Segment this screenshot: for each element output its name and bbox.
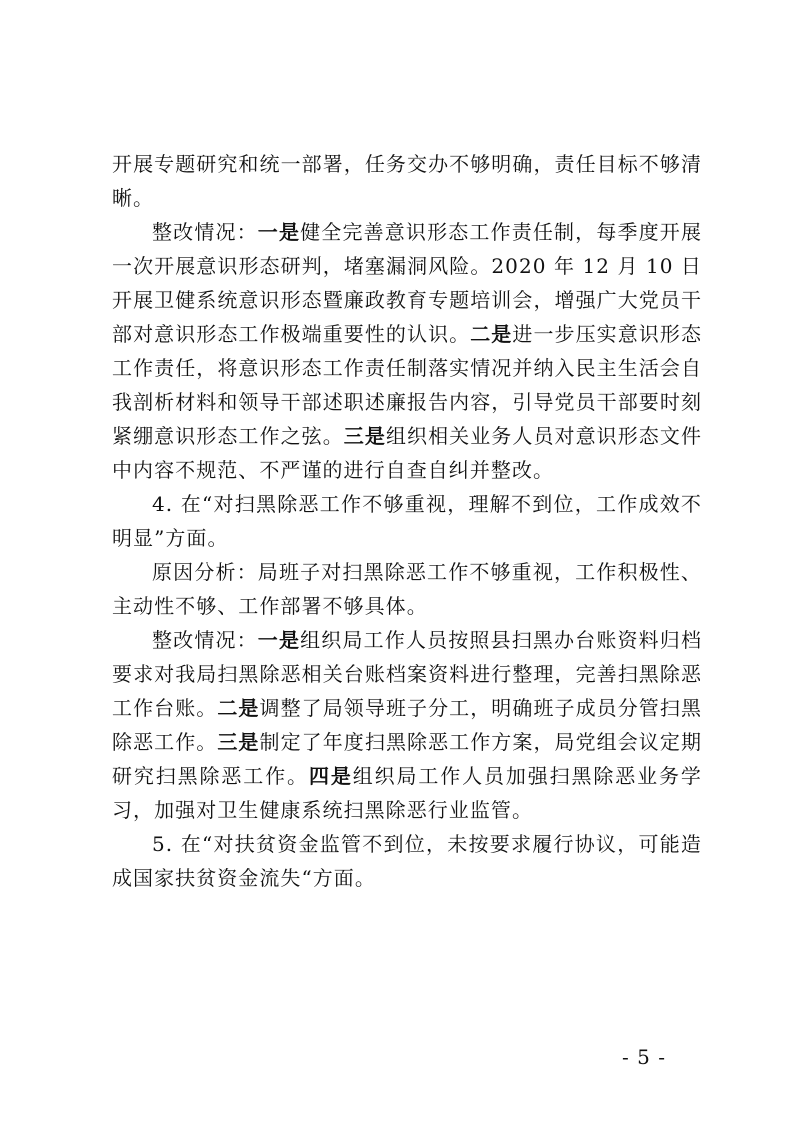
text-run: 4. 在“对扫黑除恶工作不够重视，理解不到位，工作成效不明显”方面。 [112, 492, 702, 550]
bold-run: 二是 [470, 322, 513, 346]
paragraph-item-4 [112, 487, 702, 555]
text-run: 组织相关业务人员对意识形态文件中内容不规范、不严谨的进行自查自纠并整改。 [112, 424, 703, 482]
text-run: 制定了年度扫黑除恶工作方案，局党组会议定期研究扫黑除恶工作。 [112, 730, 702, 788]
bold-run: 二是 [217, 696, 260, 720]
bold-run: 三是 [343, 424, 386, 448]
paragraph-rectification-1 [112, 215, 702, 487]
text-run: 调整了局领导班子分工，明确班子成员分管扫黑除恶工作。 [112, 696, 702, 754]
text-run: 5. 在“对扶贫资金监管不到位，未按要求履行协议，可能造成国家扶贫资金流失“方面。 [112, 832, 702, 890]
text-run: 整改情况： [152, 628, 258, 652]
paragraph-rectification-2 [112, 623, 702, 827]
text-run: 进一步压实意识形态工作责任，将意识形态工作责任制落实情况并纳入民主生活会自我剖析材料和领导干部述职述廉报告内容，引导党员干部要时刻紧绷意识形态工作之弦。 [112, 322, 702, 448]
text-run: 整改情况： [152, 220, 258, 244]
bold-run: 一是 [257, 628, 301, 652]
page-number: - 5 - [622, 1045, 666, 1069]
bold-run: 三是 [217, 730, 260, 754]
text-run: 组织局工作人员按照县扫黑办台账资料归档要求对我局扫黑除恶相关台账档案资料进行整理，完善扫黑除恶工作台账。 [112, 628, 703, 720]
paragraph-cause-analysis [112, 555, 702, 623]
paragraph-continuation [112, 147, 702, 215]
text-run: 组织局工作人员加强扫黑除恶业务学习，加强对卫生健康系统扫黑除恶行业监管。 [112, 764, 702, 822]
bold-run: 一是 [257, 220, 301, 244]
document-body [112, 147, 702, 895]
text-run: 开展专题研究和统一部署，任务交办不够明确，责任目标不够清晰。 [112, 152, 702, 210]
text-run: 健全完善意识形态工作责任制，每季度开展一次开展意识形态研判，堵塞漏洞风险。2020 年 12 月 10 日开展卫健系统意识形态暨廉政教育专题培训会，增强广大党员干部对意识形态工作极端重要性的认识。 [112, 220, 703, 346]
bold-run: 四是 [308, 764, 353, 788]
paragraph-item-5 [112, 827, 702, 895]
text-run: 原因分析：局班子对扫黑除恶工作不够重视，工作积极性、主动性不够、工作部署不够具体。 [112, 560, 702, 618]
